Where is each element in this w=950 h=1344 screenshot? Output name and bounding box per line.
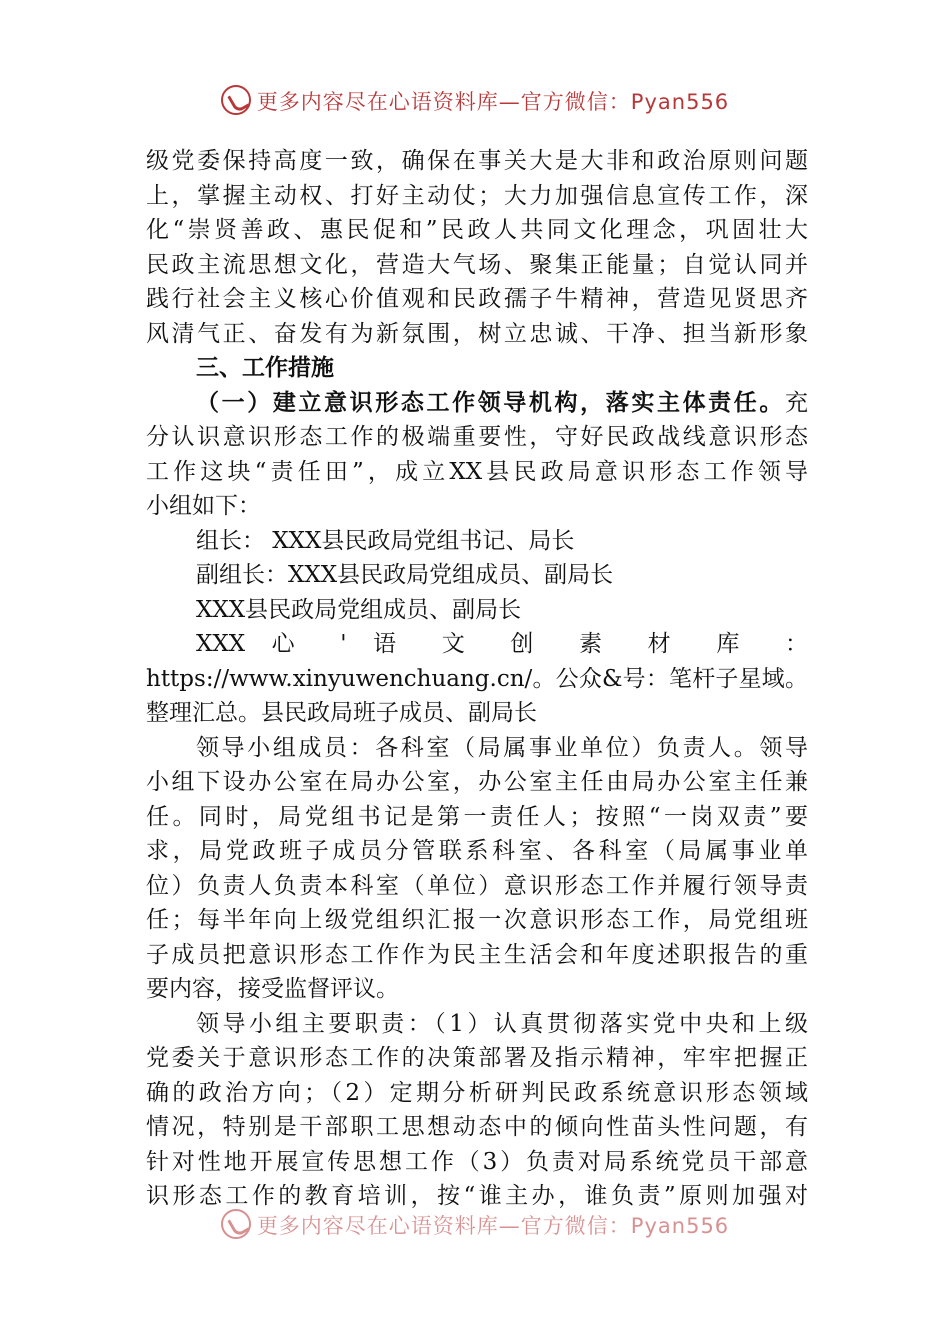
- text-line: 副组长：XXX县民政局党组成员、副局长: [196, 562, 614, 588]
- section-heading: 三、工作措施: [196, 355, 334, 381]
- text-line: 践行社会主义核心价值观和民政孺子牛精神，营造见贤思齐: [146, 286, 808, 312]
- text-line: 民政主流思想文化，营造大气场、聚集正能量；自觉认同并: [146, 251, 808, 278]
- text-line: 风清气正、奋发有为新氛围，树立忠诚、干净、担当新形象: [146, 320, 808, 347]
- text-line: 任；每半年向上级党组织汇报一次意识形态工作，局党组班: [146, 907, 808, 933]
- text-line: 情况，特别是干部职工思想动态中的倾向性苗头性问题，有: [146, 1114, 808, 1140]
- text-line: XXX 心 ' 语 文 创 素 材 库 ：: [196, 631, 808, 657]
- text-line: 任。同时，局党组书记是第一责任人；按照“一岗双责”要: [146, 803, 808, 830]
- footer-watermark: [0, 1210, 950, 1242]
- footer-text: 更多内容尽在心语资料库—官方微信：Pyan556: [256, 1214, 730, 1238]
- text-line-tail: 充: [785, 389, 808, 416]
- text-line: 要内容，接受监督评议。: [146, 976, 399, 1002]
- text-line: 小组下设办公室在局办公室，办公室主任由局办公室主任兼: [146, 769, 808, 795]
- text-line: 化“崇贤善政、惠民促和”民政人共同文化理念，巩固壮大: [146, 217, 808, 243]
- text-line: 级党委保持高度一致，确保在事关大是大非和政治原则问题: [146, 148, 808, 174]
- text-line: 组长： XXX县民政局党组书记、局长: [196, 527, 575, 554]
- subsection-heading: （一）建立意识形态工作领导机构，落实主体责任。: [196, 388, 785, 416]
- text-line: 领导小组成员：各科室（局属事业单位）负责人。领导: [196, 734, 808, 761]
- text-line: 分认识意识形态工作的极端重要性，守好民政战线意识形态: [146, 424, 808, 450]
- subsection-line: [146, 386, 808, 421]
- pen-logo-icon: [221, 85, 251, 115]
- text-line: 求，局党政班子成员分管联系科室、各科室（局属事业单: [146, 838, 808, 864]
- text-line: 识形态工作的教育培训，按“谁主办，谁负责”原则加强对: [146, 1183, 808, 1209]
- document-body: [146, 144, 808, 1214]
- header-watermark: [0, 86, 950, 118]
- text-line: 确的政治方向；（2）定期分析研判民政系统意识形态领域: [146, 1079, 808, 1106]
- text-line: 整理汇总。县民政局班子成员、副局长: [146, 700, 537, 726]
- text-line: 党委关于意识形态工作的决策部署及指示精神，牢牢把握正: [146, 1045, 808, 1071]
- pen-logo-icon: [221, 1209, 251, 1239]
- text-line: 领导小组主要职责：（1）认真贯彻落实党中央和上级: [196, 1010, 808, 1037]
- text-line: 针对性地开展宣传思想工作（3）负责对局系统党员干部意: [146, 1148, 808, 1175]
- header-text: 更多内容尽在心语资料库—官方微信：Pyan556: [256, 90, 730, 114]
- text-line: 子成员把意识形态工作作为民主生活会和年度述职报告的重: [146, 941, 808, 968]
- text-line: 位）负责人负责本科室（单位）意识形态工作并履行领导责: [146, 872, 808, 899]
- text-line: 小组如下：: [146, 493, 261, 519]
- text-line: XXX县民政局党组成员、副局长: [196, 596, 522, 623]
- text-line: 工作这块“责任田”，成立XX县民政局意识形态工作领导: [146, 458, 808, 485]
- text-line: 上，掌握主动权、打好主动仗；大力加强信息宣传工作，深: [146, 182, 808, 209]
- text-line: https://www.xinyuwenchuang.cn/。公众&号：笔杆子星域。: [146, 665, 808, 692]
